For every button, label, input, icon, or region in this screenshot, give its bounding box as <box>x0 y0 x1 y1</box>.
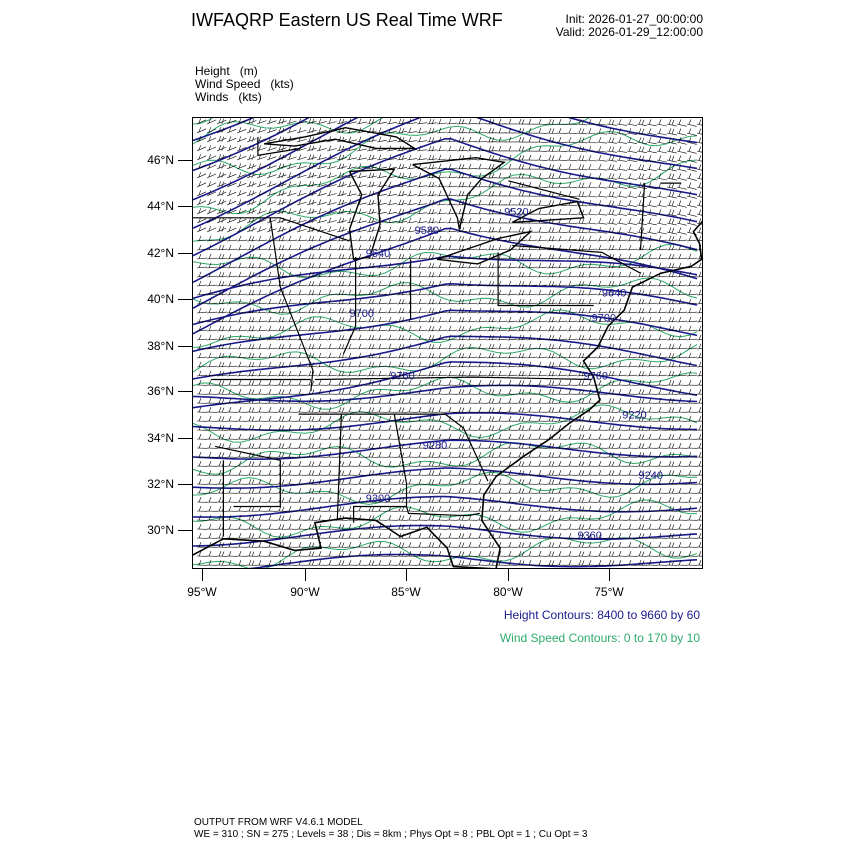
valid-time: Valid: 2026-01-29_12:00:00 <box>555 25 703 39</box>
height-contour-legend: Height Contours: 8400 to 9660 by 60 <box>503 608 700 622</box>
lat-label-38: 38°N <box>147 339 174 353</box>
model-version: OUTPUT FROM WRF V4.6.1 MODEL <box>194 817 363 828</box>
lon-label-95: 95°W <box>187 585 217 599</box>
model-footer <box>194 817 587 841</box>
lon-label-75: 75°W <box>594 585 624 599</box>
contour-label: 9640 <box>365 248 391 261</box>
contour-label: 9280 <box>422 439 448 452</box>
variable-list <box>195 65 294 104</box>
lon-tick <box>305 569 306 581</box>
model-config: WE = 310 ; SN = 275 ; Levels = 38 ; Dis = 8km ; Phys Opt = 8 ; PBL Opt = 1 ; Cu Opt = 3 <box>194 829 588 840</box>
plot-title: IWFAQRP Eastern US Real Time WRF <box>191 10 503 30</box>
lat-label-36: 36°N <box>147 384 174 398</box>
contour-label: 9760 <box>583 370 609 383</box>
lat-tick <box>178 346 192 347</box>
lon-label-80: 80°W <box>493 585 523 599</box>
contour-label: 9700 <box>591 312 617 325</box>
height-contour <box>193 228 697 333</box>
height-contour <box>193 468 697 488</box>
state-border <box>445 414 488 481</box>
height-contour <box>193 118 697 141</box>
lon-tick <box>406 569 407 581</box>
lat-tick <box>178 253 192 254</box>
lake-outline <box>350 169 395 259</box>
contour-label: 9520 <box>504 206 529 219</box>
wind-speed-contour <box>193 310 697 348</box>
lat-tick <box>178 160 192 161</box>
contour-label: 9240 <box>638 469 663 482</box>
variable-winds: Winds (kts) <box>195 90 262 104</box>
contour-label: 9640 <box>601 287 627 300</box>
map-panel <box>192 117 703 569</box>
lat-label-44: 44°N <box>147 199 174 213</box>
lon-label-90: 90°W <box>290 585 320 599</box>
map-canvas <box>193 118 702 568</box>
wind-contour-legend: Wind Speed Contours: 0 to 170 by 10 <box>499 631 700 645</box>
variable-wind-speed: Wind Speed (kts) <box>195 77 294 91</box>
lat-label-34: 34°N <box>147 431 174 445</box>
lat-tick <box>178 391 192 392</box>
lat-tick <box>178 484 192 485</box>
wind-speed-contour <box>193 500 697 537</box>
lat-label-42: 42°N <box>147 246 174 260</box>
lat-label-32: 32°N <box>147 477 174 491</box>
lat-tick <box>178 206 192 207</box>
contour-label: 9580 <box>414 224 440 237</box>
variable-height: Height (m) <box>195 64 258 78</box>
contour-label: 9700 <box>349 308 375 321</box>
wind-speed-contour <box>193 118 697 144</box>
contour-label: 9300 <box>365 492 391 505</box>
lon-label-85: 85°W <box>391 585 421 599</box>
wind-speed-contour <box>193 373 697 410</box>
lat-tick <box>178 438 192 439</box>
contour-label: 9760 <box>390 370 415 383</box>
run-times <box>470 13 703 39</box>
contour-label: 9220 <box>622 409 647 422</box>
lat-label-46: 46°N <box>147 153 174 167</box>
init-time: Init: 2026-01-27_00:00:00 <box>565 12 703 26</box>
wind-speed-contour <box>193 118 697 175</box>
lon-tick <box>508 569 509 581</box>
lat-label-30: 30°N <box>147 523 174 537</box>
wind-speed-contour <box>193 469 697 504</box>
lon-tick <box>202 569 203 581</box>
lon-tick <box>609 569 610 581</box>
lat-label-40: 40°N <box>147 292 174 306</box>
contour-label: 9360 <box>577 529 602 542</box>
lat-tick <box>178 299 192 300</box>
lat-tick <box>178 530 192 531</box>
